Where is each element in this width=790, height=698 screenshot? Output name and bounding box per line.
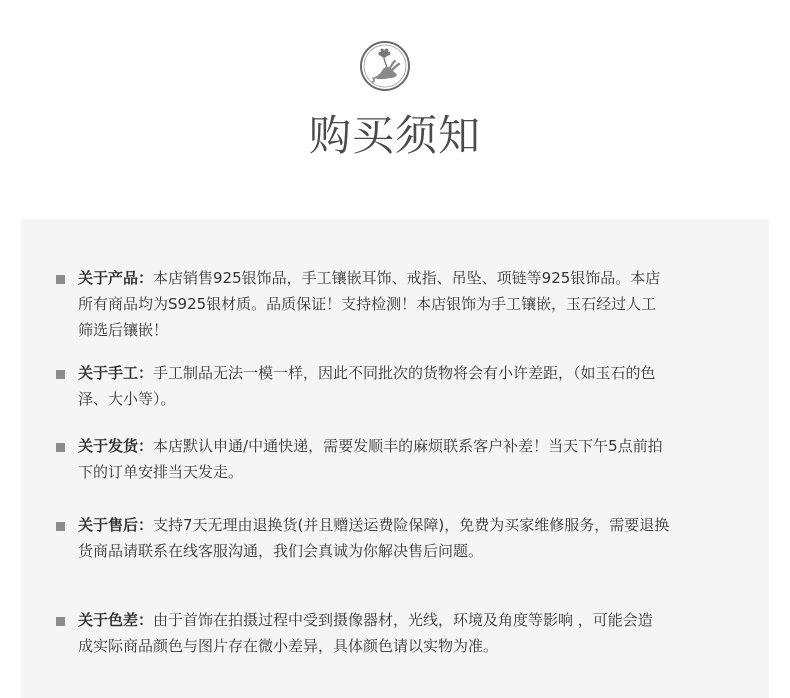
notice-line: 下的订单安排当天发走。 (78, 463, 244, 481)
notice-panel (21, 219, 769, 698)
notice-text (78, 512, 728, 564)
hand-lotus-icon (359, 40, 411, 92)
notice-line: 筛选后镶嵌！ (78, 321, 169, 339)
bullet-icon (56, 443, 65, 452)
notice-line: 本店默认申通/中通快递，需要发顺丰的麻烦联系客户补差！当天下午5点前拍 (153, 437, 663, 455)
notice-line: 支持7天无理由退换货(并且赠送运费险保障)，免费为买家维修服务，需要退换 (153, 516, 670, 534)
notice-text (78, 433, 728, 485)
notice-line: 泽、大小等）。 (78, 390, 176, 408)
notice-line: 货商品请联系在线客服沟通，我们会真诚为你解决售后问题。 (78, 542, 484, 560)
bullet-icon (56, 275, 65, 284)
notice-label: 关于手工： (78, 364, 154, 382)
notice-label: 关于产品： (78, 269, 154, 287)
notice-line: 成实际商品颜色与图片存在微小差异，具体颜色请以实物为准。 (78, 637, 499, 655)
bullet-icon (56, 370, 65, 379)
notice-line: 本店销售925银饰品，手工镶嵌耳饰、戒指、吊坠、项链等925银饰品。本店 (153, 269, 661, 287)
bullet-icon (56, 617, 65, 626)
notice-text (78, 360, 728, 412)
bullet-icon (56, 522, 65, 531)
notice-text (78, 607, 728, 659)
notice-line: 由于首饰在拍摄过程中受到摄像器材，光线，环境及角度等影响 ，可能会造 (153, 611, 653, 629)
notice-label: 关于色差： (78, 611, 154, 629)
notice-line: 手工制品无法一模一样，因此不同批次的货物将会有小许差距，（如玉石的色 (153, 364, 656, 382)
notice-text (78, 265, 728, 343)
notice-label: 关于售后： (78, 516, 154, 534)
notice-label: 关于发货： (78, 437, 154, 455)
notice-line: 所有商品均为S925银材质。品质保证！支持检测！本店银饰为手工镶嵌，玉石经过人工 (78, 295, 657, 313)
page-title: 购买须知 (308, 111, 481, 160)
